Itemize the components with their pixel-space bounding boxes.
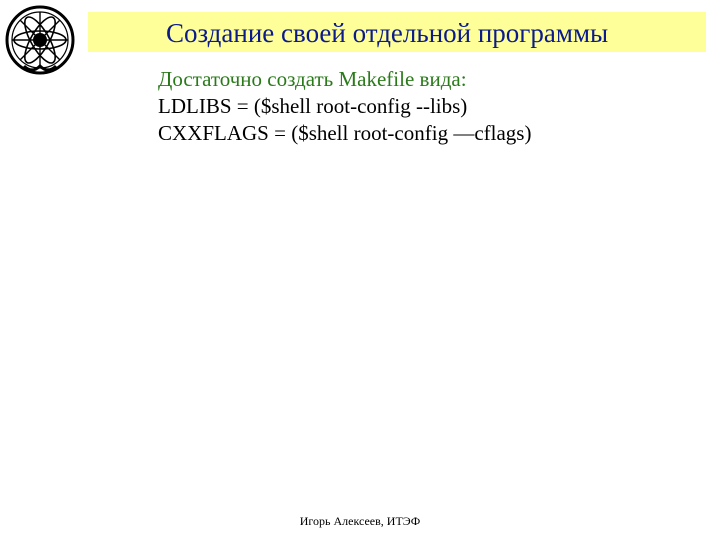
- slide-footer: Игорь Алексеев, ИТЭФ: [299, 514, 421, 528]
- itep-logo-icon: [2, 4, 78, 80]
- ldlibs-line: LDLIBS = ($shell root-config --libs): [158, 94, 468, 118]
- cxxflags-line: CXXFLAGS = ($shell root-config —cflags): [158, 121, 532, 145]
- intro-line: Достаточно создать Makefile вида:: [158, 67, 467, 91]
- slide-title: Создание своей отдельной программы: [166, 18, 609, 48]
- slide-body: [158, 66, 531, 147]
